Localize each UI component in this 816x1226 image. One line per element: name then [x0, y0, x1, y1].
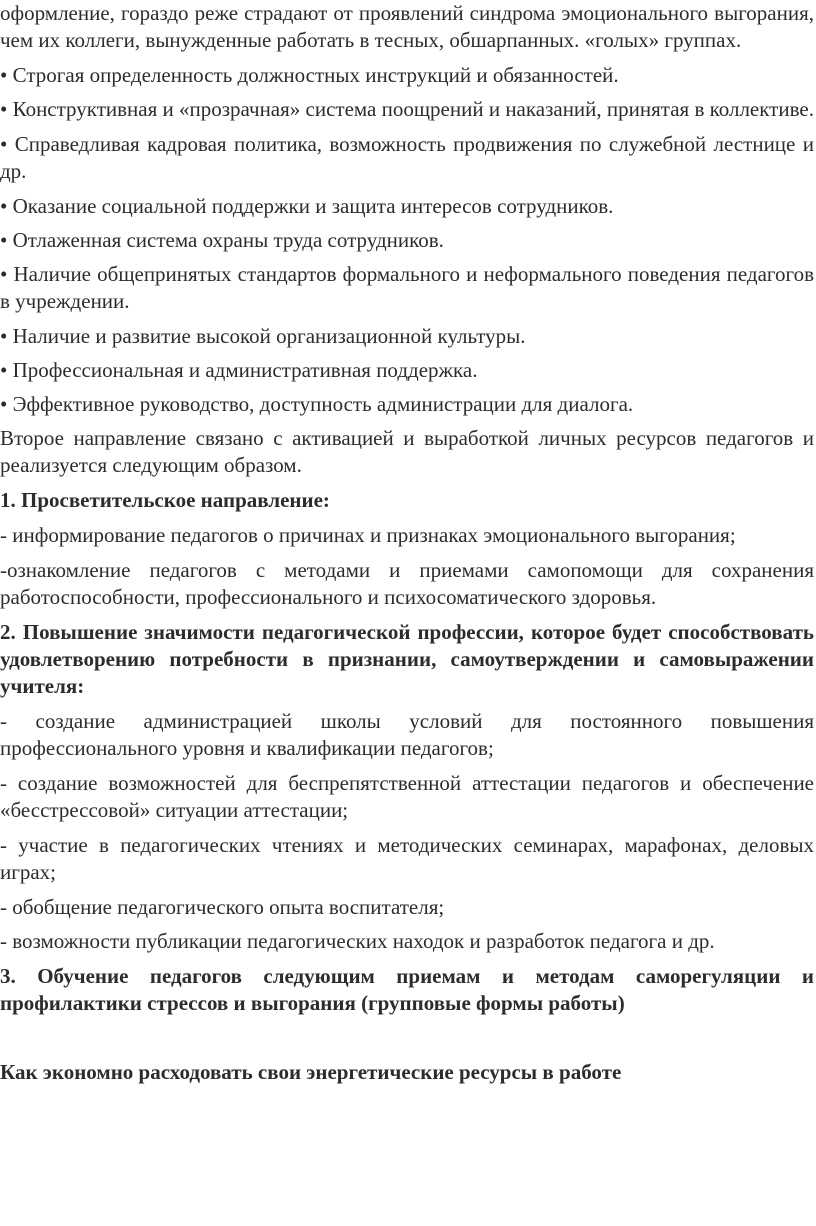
list-item: - участие в педагогических чтениях и методических семинарах, марафонах, деловых играх; [0, 833, 814, 884]
section-heading-energy: Как экономно расходовать свои энергетические ресурсы в работе [0, 1060, 622, 1084]
section-heading-2: 2. Повышение значимости педагогической профессии, которое будет способствовать удовлетворению потребности в признании, самоутверждении и самовыражении учителя: [0, 620, 814, 698]
bullet-item: • Конструктивная и «прозрачная» система поощрений и наказаний, принятая в коллективе. [0, 97, 814, 121]
bullet-item: • Наличие общепринятых стандартов формального и неформального поведения педагогов в учреждении. [0, 262, 814, 313]
bullet-item: • Справедливая кадровая политика, возможность продвижения по служебной лестнице и др. [0, 132, 814, 183]
bullet-item: • Наличие и развитие высокой организационной культуры. [0, 324, 526, 348]
blank-line [0, 1025, 814, 1059]
paragraph-second-direction: Второе направление связано с активацией и выработкой личных ресурсов педагогов и реализуется следующим образом. [0, 426, 814, 477]
paragraph-intro: оформление, гораздо реже страдают от проявлений синдрома эмоционального выгорания, чем их коллеги, вынужденные работать в тесных, обшарпанных. «голых» группах. [0, 1, 814, 52]
list-item: - возможности публикации педагогических находок и разработок педагога и др. [0, 929, 715, 953]
bullet-item: • Оказание социальной поддержки и защита интересов сотрудников. [0, 194, 614, 218]
list-item: - информирование педагогов о причинах и признаках эмоционального выгорания; [0, 523, 736, 547]
list-item: - обобщение педагогического опыта воспитателя; [0, 895, 445, 919]
list-item: - создание возможностей для беспрепятственной аттестации педагогов и обеспечение «бесстрессовой» ситуации аттестации; [0, 771, 814, 822]
list-item: -ознакомление педагогов с методами и приемами самопомощи для сохранения работоспособности, профессионального и психосоматического здоровья. [0, 558, 814, 609]
bullet-item: • Эффективное руководство, доступность администрации для диалога. [0, 392, 634, 416]
bullet-item: • Строгая определенность должностных инструкций и обязанностей. [0, 63, 619, 87]
section-heading-3: 3. Обучение педагогов следующим приемам и методам саморегуляции и профилактики стрессов и выгорания (групповые формы работы) [0, 964, 814, 1015]
list-item: - создание администрацией школы условий для постоянного повышения профессионального уровня и квалификации педагогов; [0, 709, 814, 760]
bullet-item: • Отлаженная система охраны труда сотрудников. [0, 228, 444, 252]
section-heading-1: 1. Просветительское направление: [0, 488, 330, 512]
bullet-item: • Профессиональная и административная поддержка. [0, 358, 478, 382]
